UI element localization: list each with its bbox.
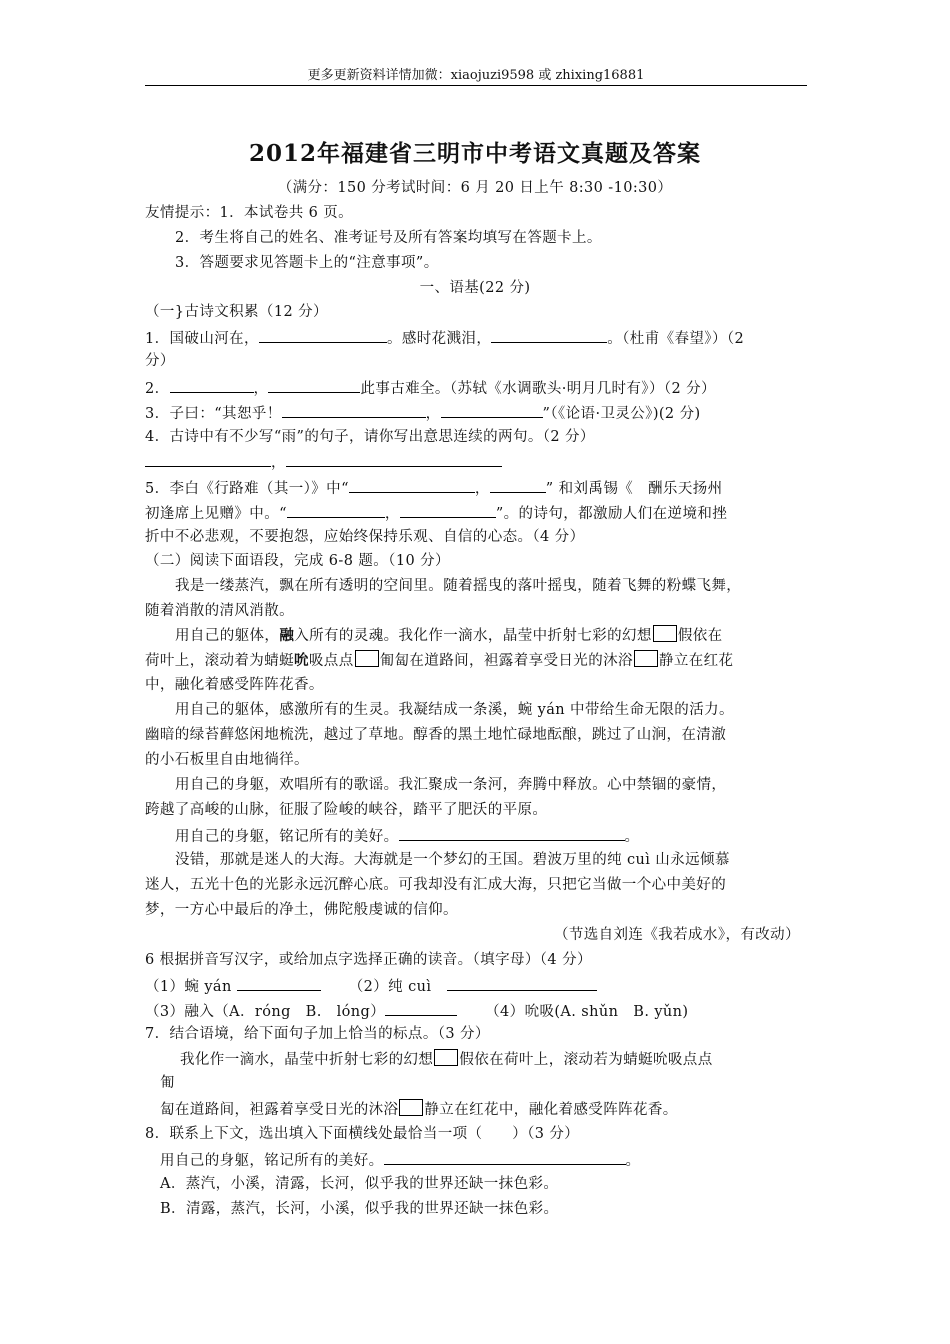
answer-blank[interactable] xyxy=(441,402,543,418)
header-note: 更多更新资料详情加微：xiaojuzi9598 或 zhixing16881 xyxy=(307,68,645,83)
punctuation-box[interactable] xyxy=(399,1099,423,1116)
answer-blank[interactable] xyxy=(170,377,254,393)
passage-source: （节选自刘连《我若成水》，有改动） xyxy=(553,927,800,943)
tip-1: 友情提示：1．本试卷共 6 页。 xyxy=(145,205,354,221)
question-6-items-1: （1）蜿 yán （2）纯 cuì xyxy=(145,975,597,997)
passage-line: 幽暗的绿苔藓悠闲地梳洗，越过了草地。醇香的黑土地忙碌地酝酿，跳过了山涧，在清澈 xyxy=(145,727,727,743)
passage-line: 迷人，五光十色的光影永远沉醉心底。可我却没有汇成大海，只把它当做一个心中美好的 xyxy=(145,877,727,893)
answer-blank[interactable] xyxy=(399,825,625,841)
passage-line: 用自己的身躯，欢唱所有的歌谣。我汇聚成一条河，奔腾中释放。心中禁锢的豪情， xyxy=(175,777,727,793)
question-7-line-1: 我化作一滴水，晶莹中折射七彩的幻想 假依在荷叶上，滚动若为蜻蜓吮吸点点 xyxy=(180,1049,713,1070)
section-heading: 一、语基(22 分) xyxy=(419,280,531,296)
passage-line: 用自己的躯体，感激所有的生灵。我凝结成一条溪，蜿 yán 中带给生命无限的活力。 xyxy=(175,702,734,718)
answer-blank[interactable] xyxy=(259,327,387,343)
tip-3: 3．答题要求见答题卡上的“注意事项”。 xyxy=(175,255,439,271)
question-7: 7．结合语境，给下面句子加上恰当的标点。（3 分） xyxy=(145,1026,490,1042)
answer-blank[interactable] xyxy=(384,1149,626,1165)
question-7-line-3: 匐在道路间，袒露着享受日光的沐浴 静立在红花中，融化着感受阵阵花香。 xyxy=(160,1099,678,1120)
passage-line: 没错，那就是迷人的大海。大海就是一个梦幻的王国。碧波万里的纯 cuì 山永远倾慕 xyxy=(175,852,730,868)
question-7-line-2: 匍 xyxy=(160,1075,175,1091)
answer-blank[interactable] xyxy=(268,377,360,393)
header-divider xyxy=(145,85,807,86)
answer-blank[interactable] xyxy=(237,975,321,991)
answer-blank[interactable] xyxy=(145,451,271,467)
punctuation-box[interactable] xyxy=(634,650,658,667)
page-title: 2012年福建省三明市中考语文真题及答案 xyxy=(248,140,701,167)
question-5-line-3: 折中不必悲观，不要抱怨，应始终保持乐观、自信的心态。（4 分） xyxy=(145,529,585,545)
question-4: 4．古诗中有不少写“雨”的句子，请你写出意思连续的两句。（2 分） xyxy=(145,429,595,445)
question-1: 1．国破山河在， 。感时花溅泪， 。（杜甫《春望》）（2 xyxy=(145,327,744,349)
subsection-2-heading: （二）阅读下面语段，完成 6-8 题。（10 分） xyxy=(145,553,450,569)
option-a[interactable]: A．蒸汽，小溪，清露，长河，似乎我的世界还缺一抹色彩。 xyxy=(160,1176,559,1192)
question-5-line-2: 初逢席上见赠》中。“ ， ”。的诗句，都激励人们在逆境和挫 xyxy=(145,502,727,524)
passage-line: 中，融化着感受阵阵花香。 xyxy=(145,677,324,693)
question-8-sentence: 用自己的身躯，铭记所有的美好。 。 xyxy=(160,1149,640,1171)
answer-blank[interactable] xyxy=(349,477,475,493)
question-3: 3．子曰：“其恕乎！ ， ”（《论语·卫灵公》)(2 分) xyxy=(145,402,701,424)
tip-2: 2．考生将自己的姓名、准考证号及所有答案均填写在答题卡上。 xyxy=(175,230,602,246)
answer-blank[interactable] xyxy=(400,502,496,518)
passage-line: 用自己的躯体，融入所有的灵魂。我化作一滴水，晶莹中折射七彩的幻想 假依在 xyxy=(175,627,723,644)
passage-line: 的小石板里自由地徜徉。 xyxy=(145,752,309,768)
question-5: 5．李白《行路难（其一）》中“ ， ” 和刘禹锡《 酬乐天扬州 xyxy=(145,477,723,499)
answer-blank[interactable] xyxy=(385,1000,457,1016)
answer-blank[interactable] xyxy=(447,975,597,991)
question-2: 2． ， 此事古难全。（苏轼《水调歌头·明月几时有》）（2 分） xyxy=(145,377,716,399)
answer-blank[interactable] xyxy=(282,402,426,418)
passage-line: 随着消散的清风消散。 xyxy=(145,603,294,619)
answer-blank[interactable] xyxy=(491,327,607,343)
answer-blank[interactable] xyxy=(287,502,385,518)
passage-line: 荷叶上，滚动着为蜻蜓吮吸点点 匍匐在道路间，袒露着享受日光的沐浴 静立在红花 xyxy=(145,652,734,669)
answer-blank[interactable] xyxy=(286,451,502,467)
passage-line: 跨越了高峻的山脉，征服了险峻的峡谷，踏平了肥沃的平原。 xyxy=(145,802,548,818)
question-1-cont: 分） xyxy=(145,353,175,369)
answer-blank[interactable] xyxy=(490,477,546,493)
exam-info: （满分：150 分考试时间：6 月 20 日上午 8:30 -10:30） xyxy=(277,180,673,196)
punctuation-box[interactable] xyxy=(653,625,677,642)
question-6: 6 根据拼音写汉字，或给加点字选择正确的读音。（填字母）（4 分） xyxy=(145,952,592,968)
option-b[interactable]: B．清露，蒸汽，长河，小溪，似乎我的世界还缺一抹色彩。 xyxy=(160,1201,559,1217)
question-4-answer-line: ， xyxy=(145,451,502,473)
subsection-1-heading: （一}古诗文积累（12 分） xyxy=(145,304,328,320)
passage-line: 梦，一方心中最后的净土，佛陀般虔诚的信仰。 xyxy=(145,902,458,918)
punctuation-box[interactable] xyxy=(355,650,379,667)
passage-line: 我是一缕蒸汽，飘在所有透明的空间里。随着摇曳的落叶摇曳，随着飞舞的粉蝶飞舞， xyxy=(175,578,742,594)
question-8: 8．联系上下文，选出填入下面横线处最恰当一项（ ）（3 分） xyxy=(145,1126,580,1142)
punctuation-box[interactable] xyxy=(434,1049,458,1066)
question-6-items-2: （3）融入（A．róng B. lóng） （4）吮吸(A. shǔn B. yǔn) xyxy=(145,1000,688,1022)
passage-line: 用自己的身躯，铭记所有的美好。 。 xyxy=(175,825,639,847)
